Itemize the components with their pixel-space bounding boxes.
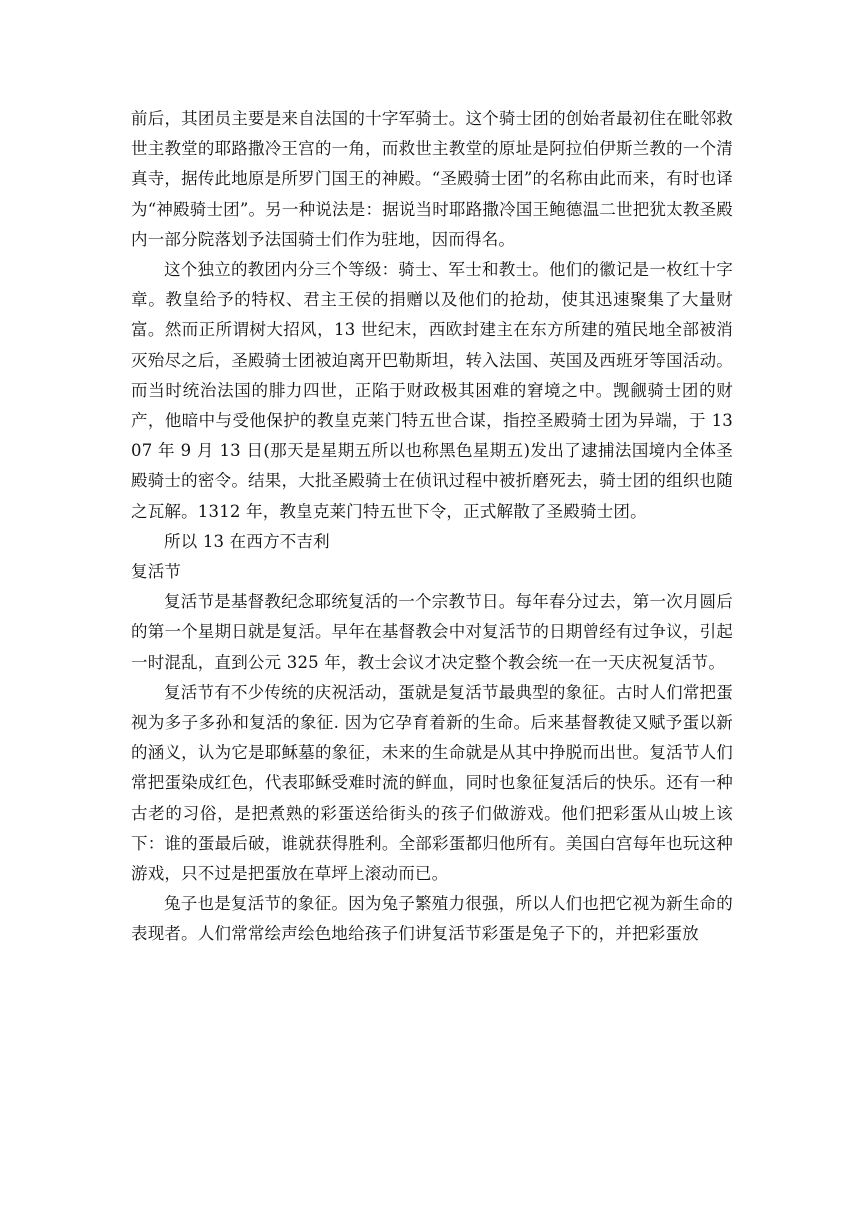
document-body <box>131 104 733 950</box>
paragraph-unlucky-13: 所以 13 在西方不吉利 <box>164 531 330 551</box>
section-heading-easter: 复活节 <box>131 562 182 582</box>
paragraph-easter-eggs: 复活节有不少传统的庆祝活动，蛋就是复活节最典型的象征。古时人们常把蛋视为多子多孙和复活的象征. 因为它孕育着新的生命。后来基督教徒又赋予蛋以新的涵义，认为它是耶稣墓的象征，未来的生命就是从其中挣脱而出世。复活节人们常把蛋染成红色，代表耶稣受难时流的鲜血，同时也象征复活后的快乐。还有一种古老的习俗，是把煮熟的彩蛋送给街头的孩子们做游戏。他们把彩蛋从山坡上该下：谁的蛋最后破，谁就获得胜利。全部彩蛋都归他所有。美国白宫每年也玩这种游戏，只不过是把蛋放在草坪上滚动而已。 <box>131 682 733 884</box>
paragraph-easter-intro: 复活节是基督教纪念耶统复活的一个宗教节日。每年春分过去，第一次月圆后的第一个星期日就是复活。早年在基督教会中对复活节的日期曾经有过争议，引起一时混乱，直到公元 325 年，教士会议才决定整个教会统一在一天庆祝复活节。 <box>131 592 733 672</box>
paragraph-templar-origin: 前后，其团员主要是来自法国的十字军骑士。这个骑士团的创始者最初住在毗邻救世主教堂的耶路撒冷王宫的一角，而救世主教堂的原址是阿拉伯伊斯兰教的一个清真寺，据传此地原是所罗门国王的神殿。“圣殿骑士团”的名称由此而来，有时也译为“神殿骑士团”。另一种说法是：据说当时耶路撒冷国王鲍德温二世把犹太教圣殿内一部分院落划予法国骑士们作为驻地，因而得名。 <box>131 109 733 249</box>
paragraph-easter-rabbit: 兔子也是复活节的象征。因为兔子繁殖力很强，所以人们也把它视为新生命的表现者。人们常常绘声绘色地给孩子们讲复活节彩蛋是兔子下的，并把彩蛋放 <box>131 894 733 944</box>
paragraph-templar-history: 这个独立的教团内分三个等级：骑士、军士和教士。他们的徽记是一枚红十字章。教皇给予的特权、君主王侯的捐赠以及他们的抢劫，使其迅速聚集了大量财富。然而正所谓树大招风，13 世纪末，西欧封建主在东方所建的殖民地全部被消灭殆尽之后，圣殿骑士团被迫离开巴勒斯坦，转入法国、英国及西班牙等国活动。而当时统治法国的腓力四世，正陷于财政极其困难的窘境之中。觊觎骑士团的财产，他暗中与受他保护的教皇克莱门特五世合谋，指控圣殿骑士团为异端，于 1307 年 9 月 13 日(那天是星期五所以也称黑色星期五)发出了逮捕法国境内全体圣殿骑士的密令。结果，大批圣殿骑士在侦讯过程中被折磨死去，骑士团的组织也随之瓦解。1312 年，教皇克莱门特五世下令，正式解散了圣殿骑士团。 <box>131 260 733 521</box>
